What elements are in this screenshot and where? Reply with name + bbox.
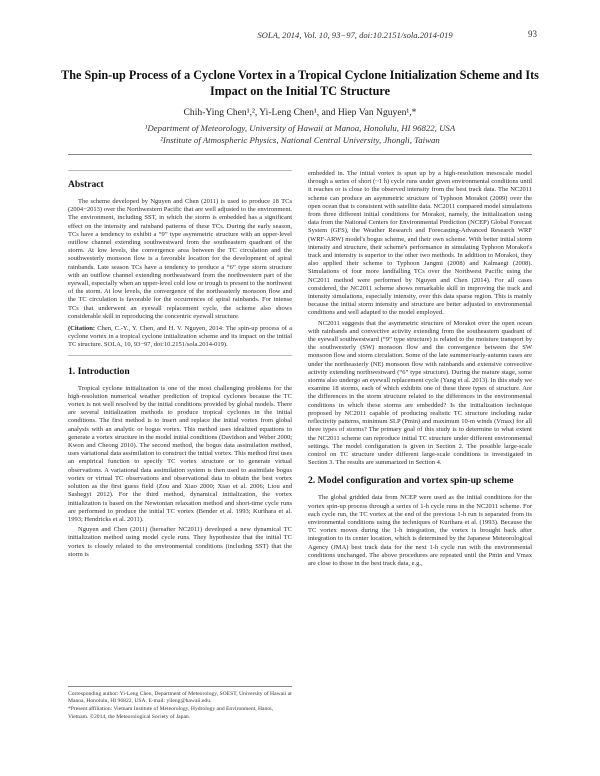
present-affiliation-note: *Present affiliation: Vietnam Institute of Meteorology, Hydrology and Environment, Hanoi, Vietnam. ©2014, the Meteorological Society of Japan.	[68, 706, 274, 720]
citation-label: (Citation:	[68, 325, 96, 333]
right-paragraph-2: NC2011 suggests that the asymmetric structure of Morakot over the open ocean with rainbands and convective activity extending from the southeastern quadrant of the eyewall southwestward (“9” type structure) is related to the moisture transport by the southwesterly (SW) monsoon flow and the convergence between the SW monsoon flow and storm circulation. Some of the late summer/early-autumn cases are under the northeasterly (NE) monsoon flow with rainbands and extensive convective activity extending northwestward (“6” type structure). During the mature stage, some storms also undergo an eyewall replacement cycle (Yang et al. 2013). In this study we examine 18 storms, each of which exhibits one of these three types of structure. Are the differences in the storm structure related to the differences in the environmental conditions in which these storms are embedded? Is the initialization technique proposed by NC2011 capable of producing realistic TC structure including radar reflectivity patterns, minimum SLP (Pmin) and maximum 10-m winds (Vmax) for all three types of storms? The primary goal of this study is to determine to what extent the NC2011 scheme can reproduce initial TC structure under different environmental settings. The model configuration is given in Section 2. The possible large-scale control on TC structure under different large-scale conditions is investigated in Section 3. The results are summarized in Section 4.	[308, 319, 532, 467]
footnote	[68, 686, 292, 722]
intro-paragraph-2: Nguyen and Chen (2011) (hereafter NC2011) developed a new dynamical TC initialization method using model cycle runs. They hypothesize that the initial TC vortex is closely related to the environmental conditions (including SST) that the storm is	[68, 526, 292, 558]
abstract-heading: Abstract	[68, 179, 104, 190]
left-column	[68, 170, 292, 561]
introduction-heading: 1. Introduction	[68, 365, 130, 377]
intro-paragraph-1: Tropical cyclone initialization is one of the most challenging problems for the high-resolution numerical weather prediction of tropical cyclones because the TC vortex is not well resolved by the initial conditions provided by global models. There are several initialization methods to produce tropical cyclones in the initial conditions. The first method is to insert and replace the initial vortex from global analysis with an analytic or bogus vortex. This method uses idealized equations to generate a vortex structure in the model initial conditions (Davidson and Weber 2000; Kwon and Cheong 2010). The second method, the bogus data assimilation method, uses variational data assimilation to construct the initial vortex. This method first uses an empirical function to specify TC vortex structure or to generate virtual observations. A variational data assimilation system is then used to assimilate bogus vortex or virtual TC observations and observational data to obtain the best vortex solution as the first guess field (Zou and Xiao 2000; Xiao et al. 2006; Liou and Sashegyi 2012). For the third method, dynamical initialization, the vortex initialization is based on the Newtonian relaxation method and short-time cycle runs are performed to produce the initial TC vortex (Bender et al. 1993; Kurihara et al. 1993; Hendricks et al. 2011).	[68, 384, 292, 523]
right-column	[308, 170, 532, 570]
affiliation-1: ¹Department of Meteorology, University of Hawaii at Manoa, Honolulu, HI 96822, USA	[144, 123, 456, 133]
page-number: 93	[528, 29, 537, 39]
right-paragraph-3: The global gridded data from NCEP were used as the initial conditions for the vortex spin-up process through a series of 1-h cycle runs in the NC2011 scheme. For each cycle run, the TC vortex at the end of the previous 1-h run is separated from its environmental conditions using the techniques of Kurihara et al. (1993). Because the TC vortex moves during the 1-h integration, the vortex is brought back after integration to its center location, which is determined by the Japanese Meteorological Agency (JMA) best track data for the next 1-h cycle run with the environmental conditions unchanged. The above procedures are repeated until the Pmin and Vmax are close to those in the best track data, e.g.,	[308, 494, 532, 567]
paper-title: The Spin-up Process of a Cyclone Vortex in a Tropical Cyclone Initialization Scheme and Its Impact on the Initial TC Structure	[61, 68, 539, 98]
right-paragraph-1: embedded in. The initial vortex is spun up by a high-resolution mesoscale model through a series of short (~1 h) cycle runs under given environmental conditions until it reaches or is close to the observed intensity from the best track data. The NC2011 scheme can produce an asymmetric structure of Typhoon Morakot (2009) over the open ocean that is consistent with satellite data. NC2011 compared model simulations from three different initial conditions for Morakot, namely, the initialization using data from the National Centers for Environmental Prediction (NCEP) Global Forecast System (GFS), the Weather Research and Forecasting-Advanced Research WRF (WRF-ARW) model's bogus scheme, and their own scheme. With better initial storm intensity and structure, their scheme's performance in simulating Typhoon Morakot's track and intensity is superior to the other two methods. In addition to Morakot, they also applied their scheme to Typhoon Jangmi (2008) and Kalmaegi (2008). Simulations of four more landfalling TCs over the Northwest Pacific using the NC2011 method were performed by Nguyen and Chen (2014). For all cases considered, the NC2011 scheme shows remarkable skill in improving the track and intensity simulations, especially intensity, over this data sparse region. This is mainly because the initial storm intensity and structure are better adjusted to environmental conditions and well adapted to the model employed.	[308, 170, 532, 317]
abstract-box	[68, 170, 292, 356]
affiliation-2: ²Institute of Atmospheric Physics, National Central University, Jhongli, Taiwan	[160, 135, 440, 145]
corresponding-author-note: Corresponding author: Yi-Leng Chen, Department of Meteorology, SOEST, University of Hawaii at Manoa, Honolulu, HI 96822, USA. E-mail: yileng@hawaii.edu.	[68, 691, 292, 705]
author-list: Chih-Ying Chen¹,², Yi-Leng Chen¹, and Hiep Van Nguyen¹,*	[183, 107, 417, 118]
citation	[68, 325, 292, 350]
model-configuration-heading: 2. Model configuration and vortex spin-up scheme	[308, 475, 514, 487]
citation-text: Chen, C.-Y., Y. Chen, and H. V. Nguyen, 2014: The spin-up process of a cyclone vortex in a tropical cyclone initialization scheme and its impact on the initial TC structure. SOLA, 10, 93−97, doi:10.2151/sola.2014-019).	[68, 325, 292, 349]
running-head: SOLA, 2014, Vol. 10, 93−97, doi:10.2151/sola.2014-019	[257, 30, 453, 40]
abstract-text: The scheme developed by Nguyen and Chen (2011) is used to produce 18 TCs (2004−2013) over the Northwestern Pacific that are well adjusted to the environment. The environment, including SST, in which the storm is embedded has a significant effect on the intensity and rainband patterns of these TCs. During the early season, TCs have a tendency to exhibit a “9” type asymmetric structure with an upper-level outflow channel extending southwestward from the southeastern quadrant of the storm. At low levels, the convergence area between the TC circulation and the southwesterly monsoon flow is a favorable location for the development of spiral rainbands. Late season TCs have a tendency to produce a “6” type storm structure with an outflow channel extending northeastward from the northwestern part of the eyewall, especially when an upper-level cold low or trough is present to the northwest of the storm. At low levels, the convergence of the northeasterly monsoon flow and the TC circulation is favorable for the occurrences of spiral rainbands. For intense TCs that underwent an eyewall replacement cycle, the scheme also shows considerable skill in reproducing the concentric eyewall structure.	[68, 198, 292, 320]
title-divider	[68, 154, 532, 155]
